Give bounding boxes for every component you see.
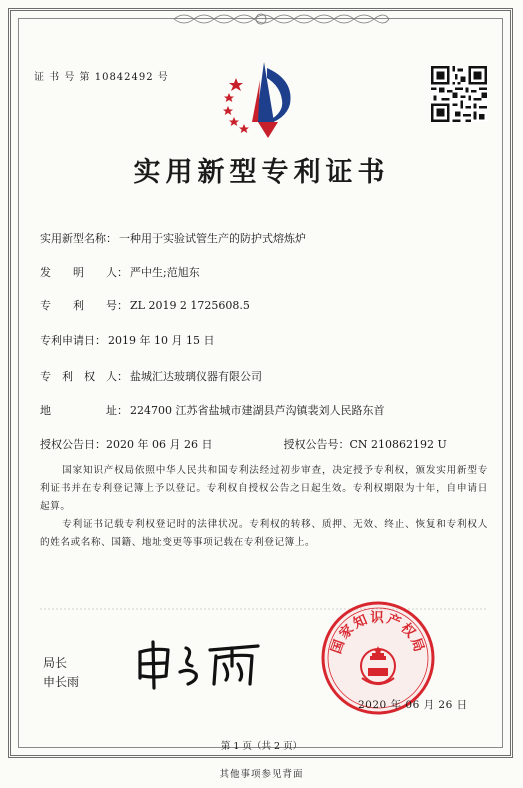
seal-date: 2020 年 06 月 26 日 xyxy=(358,699,468,711)
field-inventors xyxy=(40,264,200,280)
field-value: 盐城汇达玻璃仪器有限公司 xyxy=(130,370,262,383)
paragraph-text: 专利证书记载专利权登记时的法律状况。专利权的转移、质押、无效、终止、恢复和专利权人的姓名或名称、国籍、地址变更等事项记载在专利登记簿上。 xyxy=(40,519,488,548)
paragraph-text: 国家知识产权局依照中华人民共和国专利法经过初步审查，决定授予专利权，颁发实用新型专利证书并在专利登记簿上予以登记。专利权自授权公告之日起生效。专利权期限为十年，自申请日起算。 xyxy=(40,465,488,512)
grant-info xyxy=(40,436,447,452)
field-value: 一种用于实验试管生产的防护式熔炼炉 xyxy=(119,232,306,245)
director-name: 申长雨 xyxy=(43,675,80,689)
field-label: 实用新型名称： xyxy=(40,232,117,245)
grant-date-value: 2020 年 06 月 26 日 xyxy=(106,438,213,451)
field-utility-model-name xyxy=(40,230,306,246)
field-application-date xyxy=(40,332,214,348)
certificate-number: 证 书 号 第 10842492 号 xyxy=(34,72,169,83)
director-title: 局长 xyxy=(43,656,68,670)
page-number: 第 1 页（共 2 页） xyxy=(220,741,303,752)
field-patentee xyxy=(40,368,262,384)
cnipa-logo-icon xyxy=(212,60,312,140)
field-value: ZL 2019 2 1725608.5 xyxy=(130,299,250,312)
grant-number-label: 授权公告号： xyxy=(283,438,350,451)
top-ornament-icon xyxy=(24,10,499,28)
paragraph-legal-status xyxy=(40,516,488,552)
qr-code-icon xyxy=(431,66,487,122)
field-value: 2019 年 10 月 15 日 xyxy=(108,334,215,347)
field-label: 地 址： xyxy=(40,404,128,417)
paragraph-grant-statement xyxy=(40,462,488,516)
seal-text: 国家知识产权局 xyxy=(328,610,428,656)
field-patent-number xyxy=(40,297,250,313)
field-label: 发 明 人： xyxy=(40,266,128,279)
field-address xyxy=(40,402,385,418)
field-label: 专 利 权 人： xyxy=(40,370,128,383)
footer-note: 其他事项参见背面 xyxy=(219,769,304,780)
certificate-title: 实用新型专利证书 xyxy=(133,157,390,188)
field-value: 严中生;范旭东 xyxy=(130,266,200,279)
field-label: 专利申请日： xyxy=(40,334,106,347)
grant-number-value: CN 210862192 U xyxy=(349,438,447,451)
field-label: 专 利 号： xyxy=(40,299,128,312)
grant-date-label: 授权公告日： xyxy=(40,438,106,451)
signature-icon xyxy=(134,638,264,690)
field-value: 224700 江苏省盐城市建湖县芦沟镇裴刘人民路东首 xyxy=(130,404,385,417)
